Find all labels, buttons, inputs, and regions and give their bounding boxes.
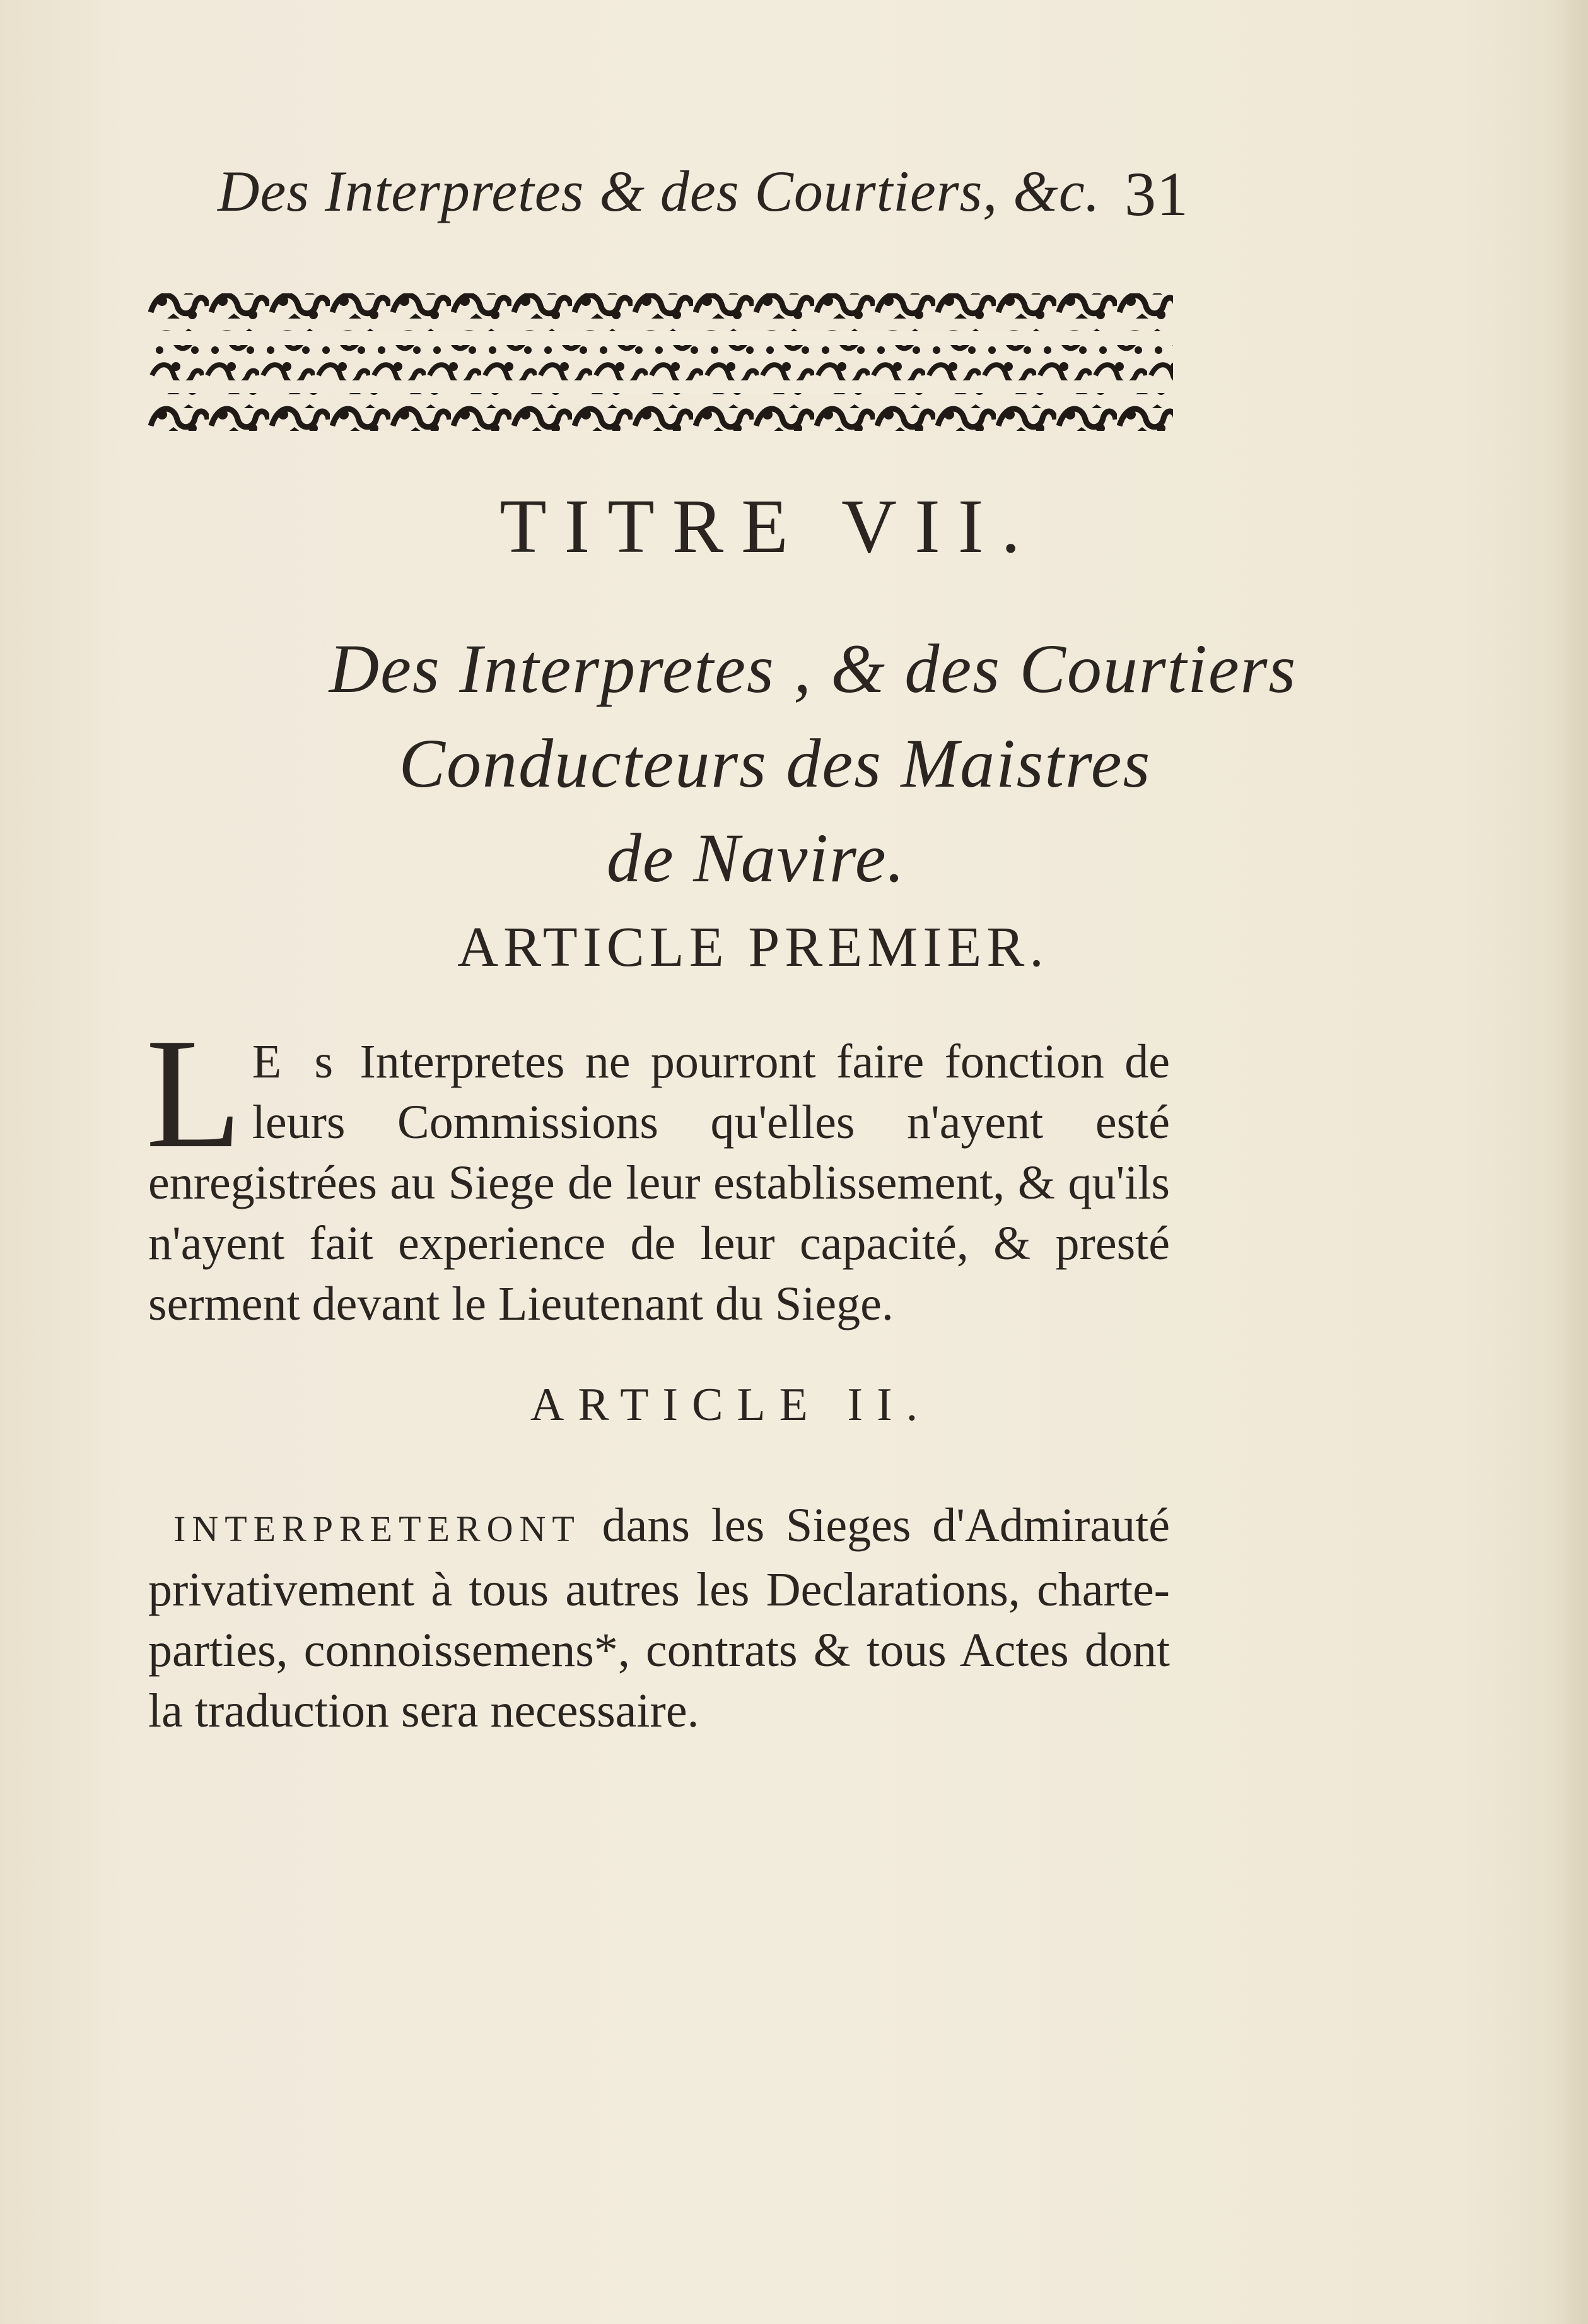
page-edge-shadow [1550, 0, 1588, 2324]
subtitle [0, 621, 1588, 905]
article-paragraph [148, 1495, 1170, 1741]
article-paragraph [146, 1006, 1170, 1334]
paragraph-text: dans les Sieges d'Admirauté privativement à tous autres les Declarations, charte-parties, connoissemens*, contrats & tous Actes dont la traduction sera necessaire. [148, 1499, 1170, 1737]
page-number: 31 [1124, 159, 1189, 229]
ornament-band [148, 287, 1173, 438]
article-heading: ARTICLE PREMIER. [457, 916, 1049, 978]
paragraph-text: Interpretes ne pourront faire fonction de leurs Commissions qu'elles n'ayent esté enregistrées au Siege de leur establissement, & qu'ils n'ayent fait experience de leur capacité, & presté serment devant le Lieutenant du Siege. [148, 1035, 1170, 1330]
subtitle-line: Conducteurs des Maistres [399, 725, 1152, 802]
subtitle-line: de Navire. [606, 819, 906, 896]
drop-cap: L [146, 1006, 242, 1181]
article-heading: ARTICLE II. [530, 1379, 932, 1431]
small-caps-text: INTERPRETERONT [173, 1508, 581, 1549]
running-header [218, 158, 1189, 246]
small-caps-text: E s [252, 1035, 340, 1088]
running-title: Des Interpretes & des Courtiers, &c. [218, 159, 1101, 223]
subtitle-line: Des Interpretes , & des Courtiers [329, 630, 1297, 707]
title-heading: TITRE VII. [499, 484, 1038, 569]
